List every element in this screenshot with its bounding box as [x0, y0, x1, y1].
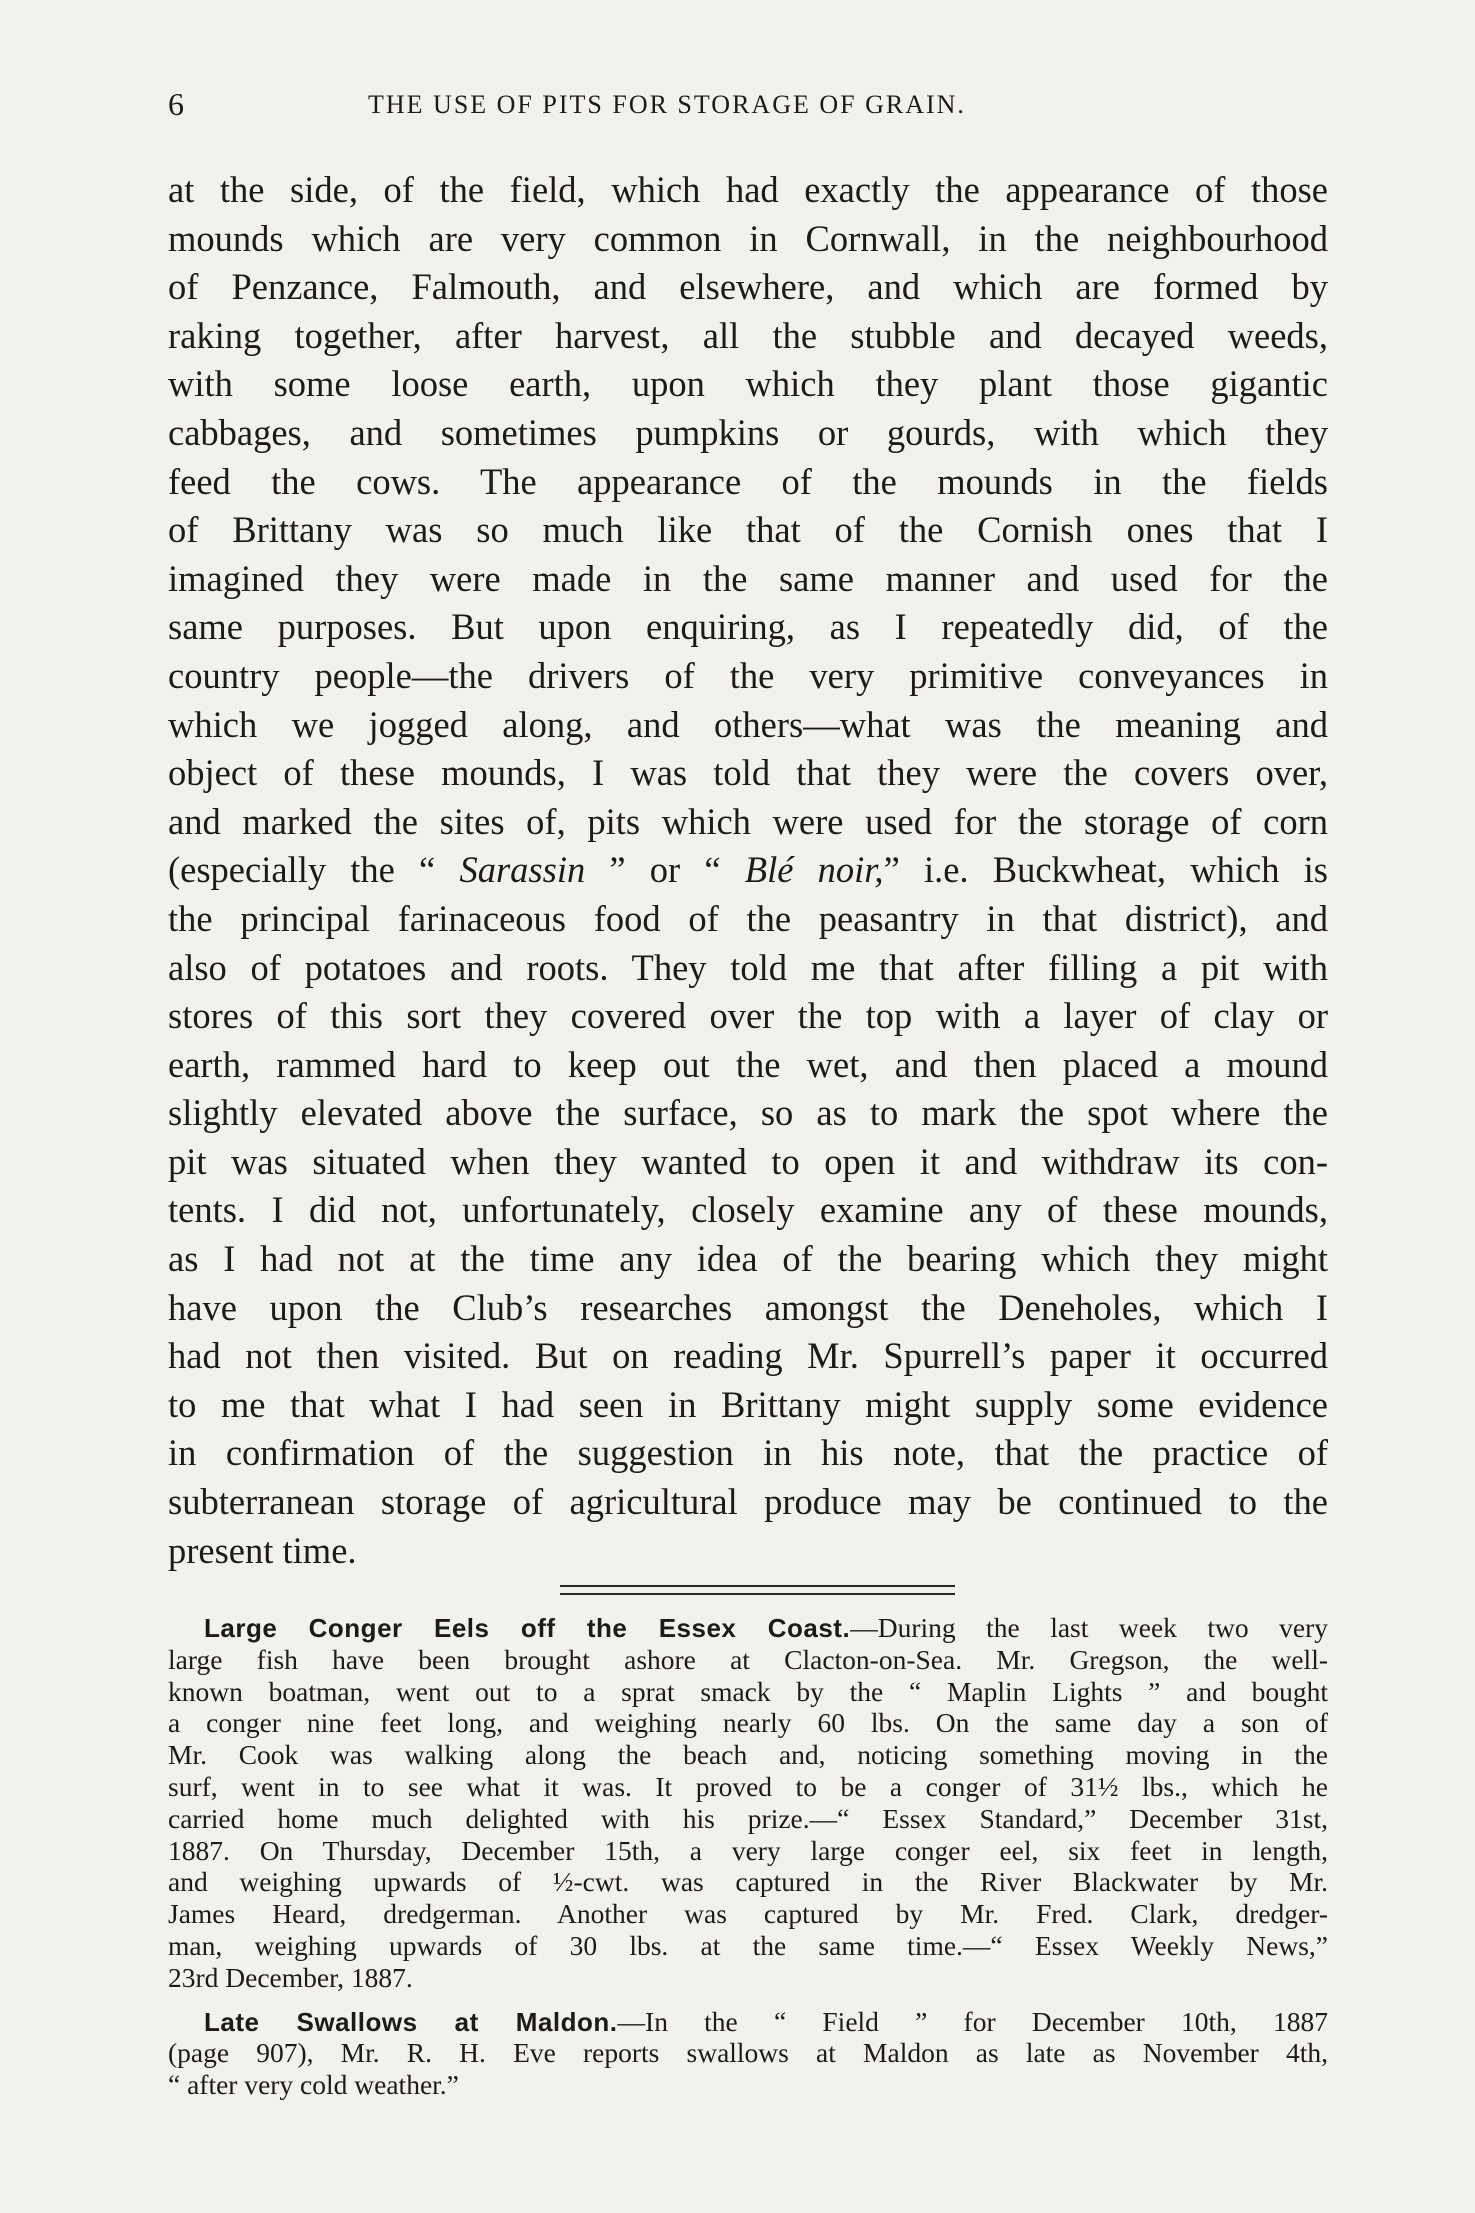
text-fragment: ” i.e. Buckwheat, which is — [883, 849, 1328, 891]
note-line: “ after very cold weather.” — [168, 2069, 459, 2101]
body-line: to me that what I had seen in Brittany might supply some evidence — [168, 1383, 1328, 1425]
notes-section — [168, 1612, 1328, 2113]
body-line: had not then visited. But on reading Mr. Spurrell’s paper it occurred — [168, 1335, 1328, 1377]
body-line: present time. — [168, 1529, 357, 1571]
note-line: James Heard, dredgerman. Another was captured by Mr. Fred. Clark, dredger- — [168, 1898, 1328, 1930]
note-line: 1887. On Thursday, December 15th, a very large conger eel, six feet in length, — [168, 1834, 1328, 1866]
main-paragraph — [168, 166, 1328, 1575]
section-divider — [560, 1585, 955, 1595]
note-line: 23rd December, 1887. — [168, 1961, 413, 1993]
body-line: feed the cows. The appearance of the mounds in the fields — [168, 460, 1328, 502]
note-line: large fish have been brought ashore at Clacton-on-Sea. Mr. Gregson, the well- — [168, 1643, 1328, 1675]
page-header — [168, 86, 1328, 122]
body-line: of Penzance, Falmouth, and elsewhere, and which are formed by — [168, 266, 1328, 308]
body-line: pit was situated when they wanted to open it and withdraw its con- — [168, 1140, 1328, 1182]
body-line: at the side, of the field, which had exactly the appearance of those — [168, 169, 1328, 210]
body-line: earth, rammed hard to keep out the wet, and then placed a mound — [168, 1043, 1328, 1085]
body-line: which we jogged along, and others—what was the meaning and — [168, 703, 1328, 745]
italic-term-sarassin: Sarassin — [459, 849, 586, 891]
body-line: mounds which are very common in Cornwall, in the neighbourhood — [168, 217, 1328, 259]
body-line: tents. I did not, unfortunately, closely examine any of these mounds, — [168, 1189, 1328, 1231]
body-line: in confirmation of the suggestion in his note, that the practice of — [168, 1432, 1328, 1474]
note-title: Large Conger Eels off the Essex Coast. — [204, 1613, 851, 1643]
body-line: slightly elevated above the surface, so as to mark the spot where the — [168, 1092, 1328, 1134]
body-line: raking together, after harvest, all the stubble and decayed weeds, — [168, 314, 1328, 356]
note-line: Mr. Cook was walking along the beach and, noticing something moving in the — [168, 1739, 1328, 1771]
body-line: also of potatoes and roots. They told me that after filling a pit with — [168, 946, 1328, 988]
body-line: object of these mounds, I was told that they were the covers over, — [168, 752, 1328, 794]
note-line: known boatman, went out to a sprat smack by the “ Maplin Lights ” and bought — [168, 1675, 1328, 1707]
note-line: carried home much delighted with his prize.—“ Essex Standard,” December 31st, — [168, 1802, 1328, 1834]
page-number: 6 — [168, 86, 184, 122]
note-line: a conger nine feet long, and weighing nearly 60 lbs. On the same day a son of — [168, 1707, 1328, 1739]
note-conger-eels — [168, 1612, 1328, 1994]
body-line: the principal farinaceous food of the peasantry in that district), and — [168, 897, 1328, 939]
note-title: Late Swallows at Maldon. — [204, 2006, 618, 2037]
body-line: stores of this sort they covered over the top with a layer of clay or — [168, 995, 1328, 1037]
body-line: as I had not at the time any idea of the bearing which they might — [168, 1238, 1328, 1280]
body-line: imagined they were made in the same manner and used for the — [168, 557, 1328, 599]
body-line: same purposes. But upon enquiring, as I repeatedly did, of the — [168, 606, 1328, 648]
body-line: have upon the Club’s researches amongst the Deneholes, which I — [168, 1286, 1328, 1328]
text-fragment: (especially the “ — [168, 849, 460, 891]
note-late-swallows — [168, 2006, 1328, 2101]
italic-term-ble-noir: Blé noir, — [744, 849, 884, 891]
body-line: of Brittany was so much like that of the Cornish ones that I — [168, 509, 1328, 551]
note-line: and weighing upwards of ½-cwt. was captured in the River Blackwater by Mr. — [168, 1866, 1328, 1898]
note-line — [168, 1612, 1328, 1644]
body-line-italic — [168, 846, 1328, 895]
body-line: cabbages, and sometimes pumpkins or gourds, with which they — [168, 411, 1328, 453]
text-fragment: ” or “ — [585, 849, 745, 891]
note-text: —In the “ Field ” for December 10th, 1887 — [617, 2005, 1328, 2037]
note-line: (page 907), Mr. R. H. Eve reports swallows at Maldon as late as November 4th, — [168, 2037, 1328, 2069]
note-line: man, weighing upwards of 30 lbs. at the same time.—“ Essex Weekly News,” — [168, 1929, 1328, 1961]
body-line: subterranean storage of agricultural produce may be continued to the — [168, 1481, 1328, 1523]
body-line: with some loose earth, upon which they plant those gigantic — [168, 363, 1328, 405]
body-line: and marked the sites of, pits which were used for the storage of corn — [168, 800, 1328, 842]
note-line: surf, went in to see what it was. It proved to be a conger of 31½ lbs., which he — [168, 1770, 1328, 1802]
body-line: country people—the drivers of the very primitive conveyances in — [168, 654, 1328, 696]
note-text: —During the last week two very — [850, 1612, 1328, 1643]
note-line — [168, 2006, 1328, 2038]
running-title: THE USE OF PITS FOR STORAGE OF GRAIN. — [368, 90, 966, 119]
